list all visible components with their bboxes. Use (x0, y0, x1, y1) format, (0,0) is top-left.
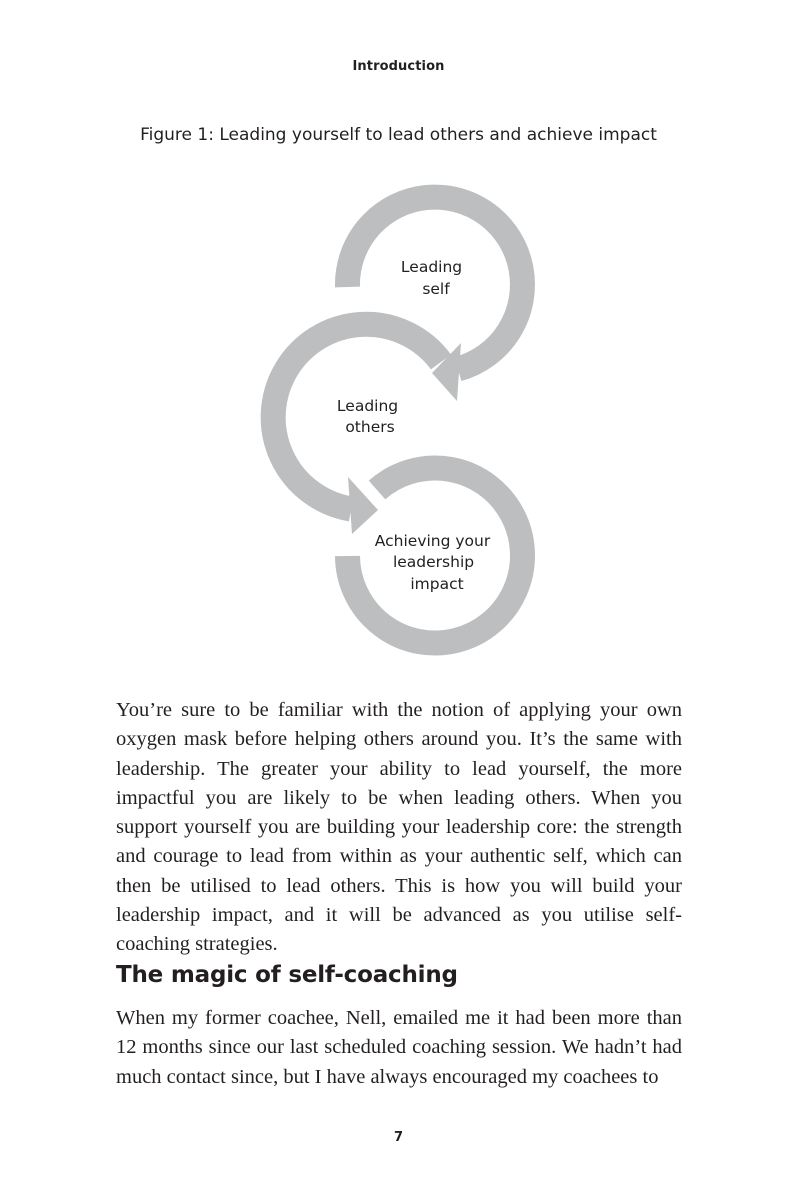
node-label-leading-others: Leading others (336, 397, 399, 436)
body-paragraph: You’re sure to be familiar with the notion of applying your own oxygen mask before helping others around you. It’s the same with leadership. The greater your ability to lead yourself, the more impactful you are likely to be when leading others. When you support yourself you are building your leadership core: the strength and courage to lead from within as your authentic self, which can then be utilised to lead others. This is how you will build your leadership impact, and it will be advanced as you utilise self-coaching strategies. (116, 699, 682, 956)
page-number: 7 (393, 1130, 404, 1145)
running-head: Introduction (352, 59, 445, 74)
body-paragraph: When my former coachee, Nell, emailed me it had been more than 12 months since our last scheduled coaching session. We hadn’t had much contact since, but I have always encouraged my coachees to (116, 1007, 682, 1088)
node-label-leadership-impact: Achieving your leadership impact (374, 532, 491, 593)
section-heading: The magic of self-coaching (116, 962, 458, 988)
figure-caption: Figure 1: Leading yourself to lead others and achieve impact (140, 125, 657, 145)
ring-leading-self (347, 197, 522, 401)
node-label-leading-self: Leading self (400, 258, 463, 298)
